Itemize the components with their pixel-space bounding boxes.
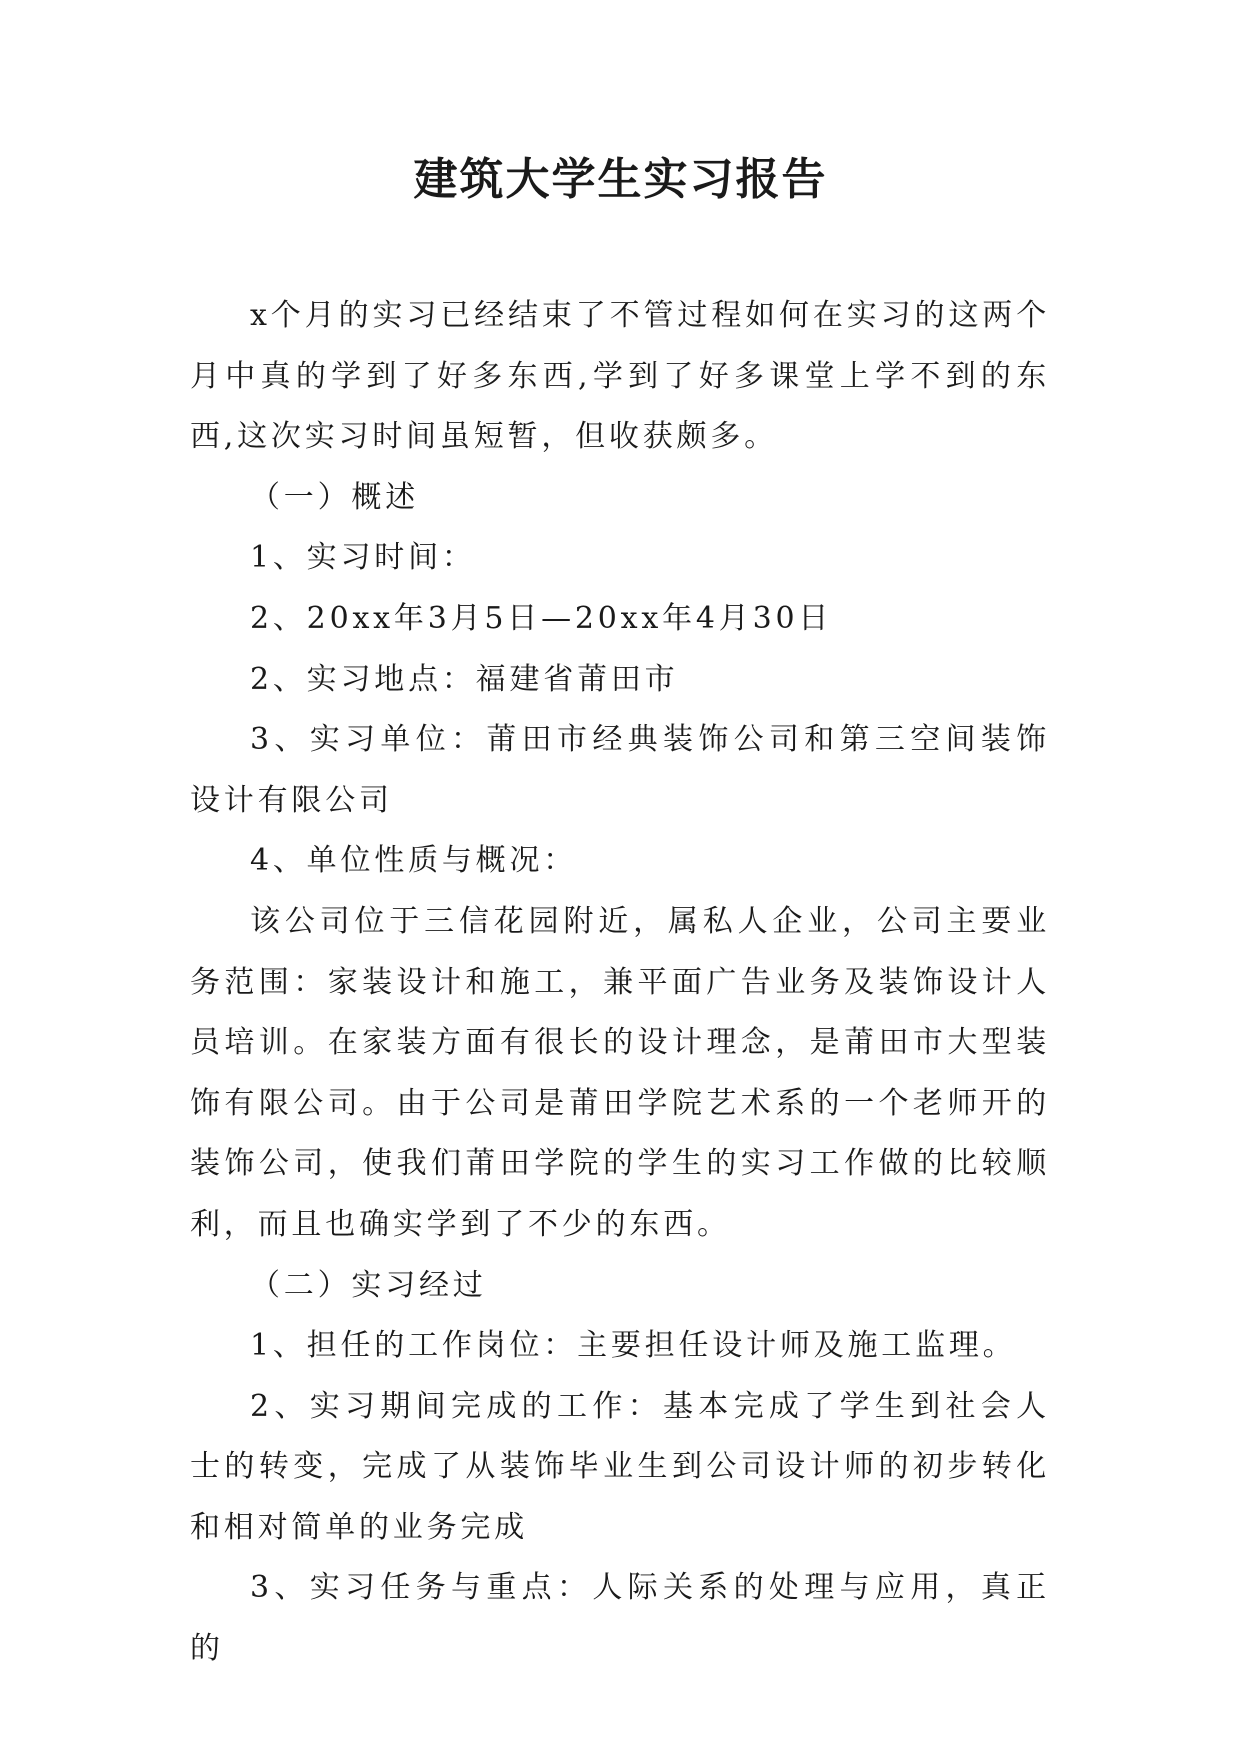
paragraph-intro: x个月的实习已经结束了不管过程如何在实习的这两个月中真的学到了好多东西,学到了好多课堂上学不到的东西,这次实习时间虽短暂，但收获颇多。 [190, 298, 1050, 455]
paragraph-completed-work: 2、实习期间完成的工作：基本完成了学生到社会人士的转变，完成了从装饰毕业生到公司设计师的初步转化和相对简单的业务完成 [190, 1388, 1050, 1545]
document-title: 建筑大学生实习报告 [413, 154, 828, 205]
paragraph-job-position: 1、担任的工作岗位：主要担任设计师及施工监理。 [250, 1328, 1017, 1364]
paragraph-company-overview: 该公司位于三信花园附近，属私人企业，公司主要业务范围：家装设计和施工，兼平面广告业务及装饰设计人员培训。在家装方面有很长的设计理念，是莆田市大型装饰有限公司。由于公司是莆田学院艺术系的一个老师开的装饰公司，使我们莆田学院的学生的实习工作做的比较顺利，而且也确实学到了不少的东西。 [190, 903, 1050, 1242]
paragraph-unit-nature-label: 4、单位性质与概况： [250, 843, 578, 879]
paragraph-tasks-focus: 3、实习任务与重点：人际关系的处理与应用，真正的 [190, 1570, 1050, 1667]
paragraph-internship-unit: 3、实习单位：莆田市经典装饰公司和第三空间装饰设计有限公司 [190, 722, 1050, 818]
paragraph-internship-time-label: 1、实习时间： [250, 540, 476, 576]
document-body [190, 286, 1050, 1680]
paragraph-internship-location: 2、实习地点：福建省莆田市 [250, 661, 679, 697]
section-heading-overview: （一）概述 [250, 479, 419, 515]
paragraph-internship-dates: 2、20xx年3月5日—20xx年4月30日 [250, 600, 833, 636]
section-heading-process: （二）实习经过 [250, 1267, 487, 1303]
